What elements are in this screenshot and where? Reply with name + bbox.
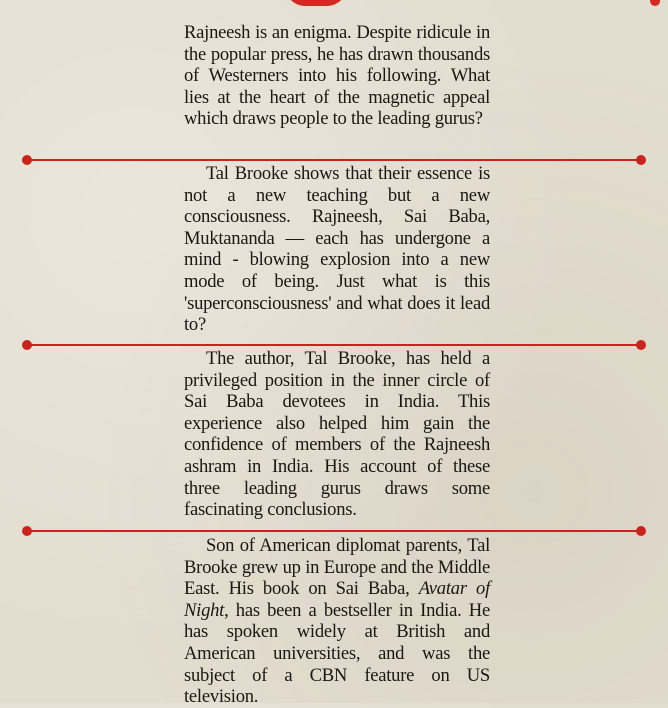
divider-dot-right	[636, 340, 646, 350]
divider-dot-right	[636, 526, 646, 536]
author-bio-text-continued: , has been a bestseller in India. He has spoken widely at British and American universities, and was the subject of a CBN feature on US television.	[184, 599, 490, 708]
divider-line	[27, 530, 641, 532]
blurb-paragraph-intro	[184, 22, 490, 130]
divider-line	[27, 344, 641, 346]
divider-dot-left	[22, 340, 32, 350]
decorative-red-arc	[285, 0, 347, 6]
blurb-paragraph-consciousness-text: Tal Brooke shows that their essence is not a new teaching but a new consciousness. Rajneesh, Sai Baba, Muktananda — each has undergone a mind - blowing explosion into a new mode of being. Just what is this 'superconsciousness' and what does it lead to?	[184, 163, 490, 336]
author-bio-paragraph	[184, 535, 490, 708]
blurb-paragraph-consciousness	[184, 163, 490, 336]
divider-dot-right	[636, 155, 646, 165]
divider-line	[27, 159, 641, 161]
blurb-paragraph-author-text: The author, Tal Brooke, has held a privileged position in the inner circle of Sai Baba devotees in India. This experience also helped him gain the confidence of members of the Rajneesh ashram in India. His account of these three leading gurus draws some fascinating conclusions.	[184, 348, 490, 521]
blurb-paragraph-intro-text: Rajneesh is an enigma. Despite ridicule in the popular press, he has drawn thousands of Westerners into his following. What lies at the heart of the magnetic appeal which draws people to the leading gurus?	[184, 22, 490, 130]
divider-dot-left	[22, 526, 32, 536]
author-bio-text: Son of American diplomat parents, Tal Brooke grew up in Europe and the Middle East. His book on Sai Baba,	[184, 535, 490, 600]
divider-dot-left	[22, 155, 32, 165]
decorative-corner-dot	[650, 0, 660, 6]
book-title: Avatar of Night	[184, 578, 490, 621]
blurb-paragraph-author	[184, 348, 490, 521]
